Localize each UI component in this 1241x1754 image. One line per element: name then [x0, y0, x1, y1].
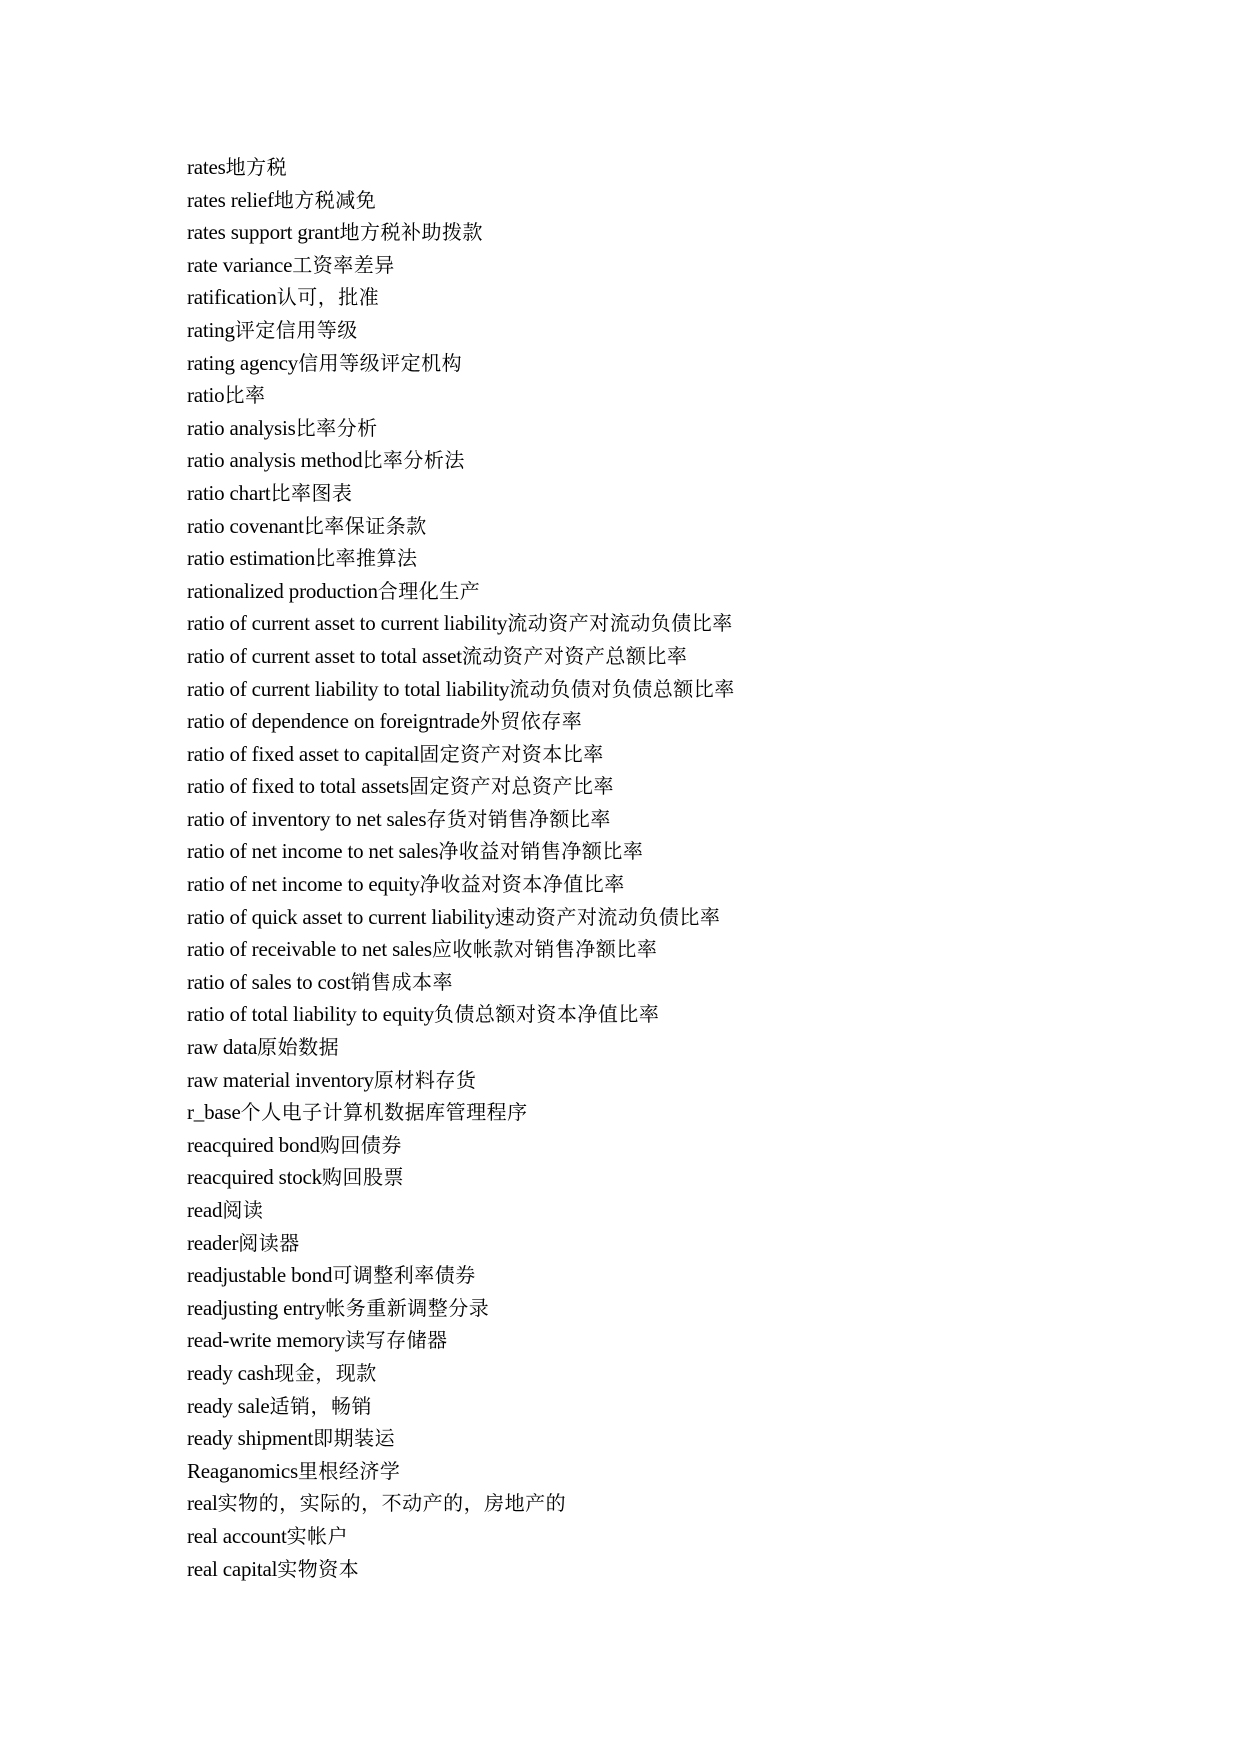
entry-translation: 购回股票: [321, 1165, 404, 1190]
entry-translation: 外贸依存率: [479, 709, 583, 734]
entry-term: ratio of quick asset to current liability: [187, 904, 495, 929]
glossary-entry: [187, 412, 735, 445]
entry-term: ratio of dependence on foreigntrade: [187, 709, 480, 734]
glossary-entry: [187, 1259, 735, 1292]
glossary-entry: [187, 444, 735, 477]
entry-term: ratio of net income to net sales: [187, 839, 439, 864]
entry-translation: 实物的，实际的，不动产的，房地产的: [217, 1491, 567, 1516]
entry-translation: 存货对销售净额比率: [426, 806, 611, 831]
glossary-entry: [187, 933, 735, 966]
entry-translation: 工资率差异: [292, 252, 395, 277]
glossary-entry: [187, 1194, 735, 1227]
glossary-entry: [187, 1520, 735, 1553]
entry-term: ratio of net income to equity: [187, 872, 420, 897]
entry-term: readjusting entry: [187, 1295, 326, 1320]
glossary-entry: [187, 1422, 735, 1455]
glossary-entry: [187, 1553, 735, 1586]
entry-term: raw material inventory: [187, 1067, 374, 1092]
entry-translation: 比率分析法: [362, 448, 465, 473]
glossary-entry: [187, 998, 735, 1031]
entry-translation: 原始数据: [257, 1035, 340, 1060]
entry-term: ratio of sales to cost: [187, 969, 351, 994]
entry-term: reacquired stock: [187, 1165, 322, 1190]
entry-term: raw data: [187, 1035, 258, 1060]
entry-term: ratio of fixed to total assets: [187, 774, 410, 799]
entry-translation: 流动负债对负债总额比率: [509, 676, 735, 701]
glossary-entry: [187, 184, 735, 217]
glossary-entry: [187, 314, 735, 347]
entry-translation: 速动资产对流动负债比率: [494, 904, 721, 929]
entry-translation: 比率推算法: [315, 546, 418, 571]
entry-term: read: [187, 1198, 223, 1222]
entry-term: r_base: [187, 1100, 241, 1125]
entry-translation: 应收帐款对销售净额比率: [431, 937, 658, 962]
entry-translation: 净收益对销售净额比率: [438, 839, 644, 864]
glossary-entry: [187, 1161, 735, 1194]
entry-translation: 帐务重新调整分录: [325, 1295, 490, 1320]
glossary-entry: [187, 281, 735, 314]
entry-term: ratio: [187, 383, 225, 408]
entry-translation: 合理化生产: [377, 578, 481, 603]
entry-translation: 地方税: [225, 155, 288, 179]
glossary-entry: [187, 1324, 735, 1357]
entry-translation: 评定信用等级: [234, 317, 358, 342]
entry-translation: 地方税减免: [273, 187, 377, 212]
entry-translation: 现金，现款: [274, 1360, 377, 1385]
glossary-entry: [187, 1487, 735, 1520]
glossary-entry: [187, 477, 735, 510]
entry-term: Reaganomics: [187, 1458, 298, 1483]
glossary-entry: [187, 803, 735, 836]
entry-translation: 比率保证条款: [303, 513, 427, 538]
entry-translation: 实物资本: [277, 1556, 360, 1581]
entry-term: rating agency: [187, 350, 299, 375]
entry-translation: 固定资产对总资产比率: [409, 774, 615, 799]
entry-term: rates: [187, 155, 226, 179]
entry-term: ratio estimation: [187, 546, 316, 571]
entry-term: rating: [187, 317, 235, 342]
entry-translation: 里根经济学: [297, 1458, 401, 1483]
entry-translation: 个人电子计算机数据库管理程序: [240, 1100, 528, 1125]
glossary-list: [187, 151, 735, 1585]
glossary-entry: [187, 966, 735, 999]
entry-translation: 实帐户: [286, 1523, 349, 1548]
glossary-entry: [187, 705, 735, 738]
entry-term: ratio of total liability to equity: [187, 1002, 434, 1027]
entry-translation: 负债总额对资本净值比率: [433, 1002, 660, 1027]
entry-translation: 地方税补助拨款: [339, 220, 483, 245]
entry-translation: 适销，畅销: [269, 1393, 373, 1418]
glossary-entry: [187, 1357, 735, 1390]
glossary-entry: [187, 607, 735, 640]
entry-term: ratio of fixed asset to capital: [187, 741, 420, 766]
entry-term: rationalized production: [187, 578, 378, 603]
glossary-entry: [187, 1129, 735, 1162]
entry-term: ratio analysis method: [187, 448, 363, 473]
entry-term: real capital: [187, 1556, 278, 1581]
entry-translation: 比率分析: [295, 415, 378, 440]
glossary-entry: [187, 216, 735, 249]
glossary-entry: [187, 1064, 735, 1097]
glossary-entry: [187, 510, 735, 543]
entry-term: ratification: [187, 285, 277, 310]
glossary-entry: [187, 738, 735, 771]
entry-translation: 阅读: [222, 1198, 264, 1222]
entry-term: ratio analysis: [187, 415, 296, 440]
glossary-entry: [187, 835, 735, 868]
glossary-entry: [187, 868, 735, 901]
glossary-entry: [187, 347, 735, 380]
entry-translation: 可调整利率债券: [332, 1263, 476, 1288]
entry-translation: 销售成本率: [350, 969, 454, 994]
glossary-entry: [187, 1455, 735, 1488]
entry-translation: 流动资产对资产总额比率: [461, 643, 688, 668]
glossary-entry: [187, 151, 735, 184]
entry-term: ready cash: [187, 1360, 275, 1385]
glossary-entry: [187, 640, 735, 673]
entry-term: reader: [187, 1230, 239, 1255]
entry-term: ratio of current asset to total asset: [187, 643, 462, 668]
entry-translation: 固定资产对资本比率: [419, 741, 604, 766]
entry-translation: 阅读器: [238, 1230, 300, 1255]
entry-term: read-write memory: [187, 1328, 346, 1353]
glossary-entry: [187, 1390, 735, 1423]
entry-translation: 原材料存货: [373, 1067, 477, 1092]
glossary-entry: [187, 1292, 735, 1325]
glossary-entry: [187, 379, 735, 412]
entry-translation: 购回债券: [319, 1132, 402, 1157]
entry-term: ratio of current asset to current liability: [187, 611, 508, 636]
glossary-entry: [187, 575, 735, 608]
entry-term: readjustable bond: [187, 1263, 333, 1288]
entry-term: rates support grant: [187, 220, 340, 245]
entry-translation: 信用等级评定机构: [298, 350, 463, 375]
entry-translation: 比率图表: [270, 480, 353, 505]
glossary-entry: [187, 770, 735, 803]
entry-term: ratio of current liability to total liability: [187, 676, 510, 701]
entry-translation: 即期装运: [313, 1426, 396, 1451]
glossary-entry: [187, 901, 735, 934]
glossary-entry: [187, 1031, 735, 1064]
entry-translation: 流动资产对流动负债比率: [507, 611, 733, 636]
entry-term: rate variance: [187, 252, 293, 277]
entry-translation: 净收益对资本净值比率: [419, 872, 625, 897]
entry-term: reacquired bond: [187, 1132, 320, 1157]
entry-term: ready sale: [187, 1393, 270, 1418]
entry-term: ratio covenant: [187, 513, 304, 538]
entry-term: real: [187, 1491, 218, 1516]
entry-term: ready shipment: [187, 1426, 314, 1451]
entry-term: ratio of inventory to net sales: [187, 806, 427, 831]
entry-term: ratio of receivable to net sales: [187, 937, 432, 962]
entry-translation: 比率: [224, 383, 266, 408]
glossary-entry: [187, 673, 735, 706]
glossary-entry: [187, 1096, 735, 1129]
entry-term: real account: [187, 1523, 287, 1548]
glossary-entry: [187, 542, 735, 575]
entry-translation: 读写存储器: [345, 1328, 448, 1353]
entry-translation: 认可，批准: [276, 285, 380, 310]
entry-term: rates relief: [187, 187, 274, 212]
glossary-entry: [187, 249, 735, 282]
entry-term: ratio chart: [187, 480, 271, 505]
glossary-entry: [187, 1227, 735, 1260]
